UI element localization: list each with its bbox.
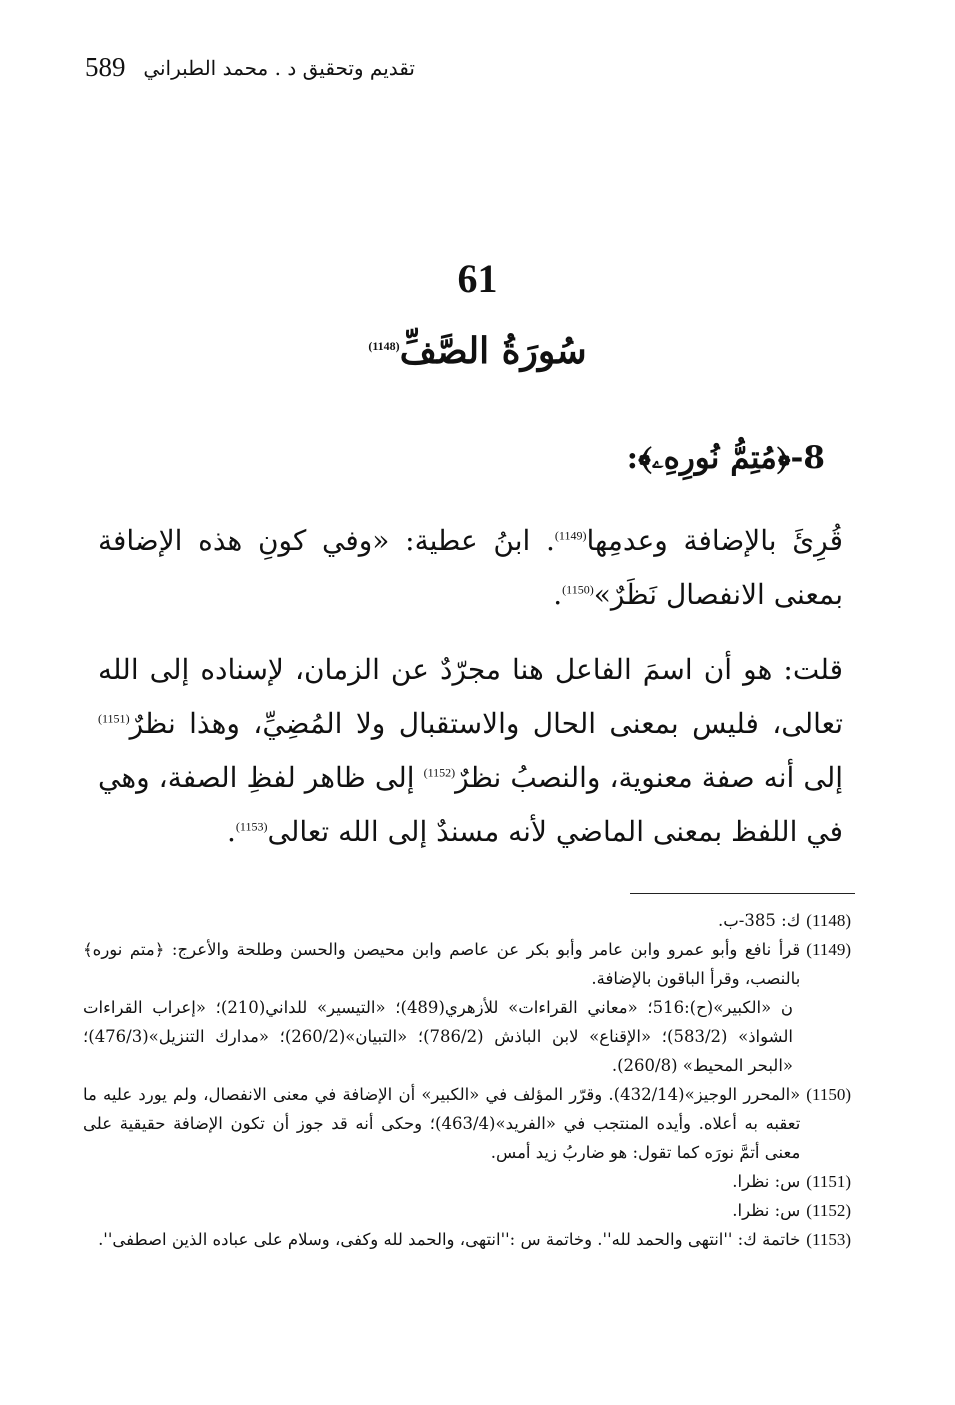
footnote-1152 — [83, 1196, 851, 1225]
footnote-ref[interactable]: (1152) — [423, 765, 456, 780]
paragraph-text: إلى ظاهر لفظِ الصفة، وهي في اللفظ بمعنى الماضي لأنه مسندٌ إلى الله تعالى — [98, 761, 843, 848]
body-paragraph-2 — [98, 643, 843, 859]
paragraph-text: . — [553, 578, 563, 611]
page-number: 589 — [85, 52, 126, 82]
paragraph-text: إلى أنه صفة معنوية، والنصبُ نظرٌ — [455, 761, 844, 794]
footnote-ref[interactable]: (1148) — [368, 339, 400, 353]
surah-title-text: سُورَةُ الصَّفِّ — [399, 330, 587, 372]
footnote-number: (1150) — [806, 1085, 851, 1104]
header-title: تقديم وتحقيق د . محمد الطبراني — [143, 56, 415, 80]
footnote-text: خاتمة ك: ''انتهى والحمد لله''. وخاتمة س :''انتهى، والحمد لله وكفى، وسلام على عباده الذين اصطفى''. — [98, 1230, 801, 1249]
footnotes-section — [83, 906, 851, 1254]
footnote-ref[interactable]: (1150) — [562, 582, 594, 597]
chapter-number: 61 — [457, 256, 498, 301]
verse-heading: 8-﴿مُتِمُّ نُورِهِۦ﴾: — [626, 440, 825, 476]
footnote-separator — [630, 893, 855, 894]
running-header — [85, 52, 415, 92]
footnote-1151 — [83, 1167, 851, 1196]
footnote-1149 — [83, 935, 851, 993]
footnote-number: (1152) — [806, 1201, 851, 1220]
footnote-number: (1148) — [806, 911, 851, 930]
paragraph-text: . — [227, 815, 236, 848]
footnote-number: (1149) — [806, 940, 851, 959]
footnote-1148 — [83, 906, 851, 935]
footnote-ref[interactable]: (1149) — [554, 528, 587, 543]
footnote-text: ك: 385-ب. — [718, 911, 801, 930]
footnote-text: س: نظرا. — [732, 1172, 801, 1191]
footnote-number: (1151) — [806, 1172, 851, 1191]
footnote-text: س: نظرا. — [732, 1201, 801, 1220]
surah-title — [0, 330, 955, 372]
footnote-number: (1153) — [806, 1230, 851, 1249]
footnote-text: «المحرر الوجيز»(432/14). وقرّر المؤلف في «الكبير» أن الإضافة في معنى الانفصال، ولم يورد عليه ما تعقبه به أعلاه. وأيده المنتجب في «الفريد»(463/4)؛ وحكى أنه قد جوز أن تكون الإضافة حقيقية على معنى أتمَّ نورَه كما تقول: هو ضاربُ زيد أمس. — [83, 1085, 801, 1162]
footnote-ref[interactable]: (1151) — [98, 711, 130, 726]
body-paragraph-1 — [98, 514, 843, 622]
footnote-text: قرأ نافع وأبو عمرو وابن عامر وأبو بكر عن عاصم وابن محيصن والحسن وطلحة والأعرج: ﴿متم نوره﴾ بالنصب، وقرأ الباقون بالإضافة. — [83, 940, 801, 988]
paragraph-text: قُرِئَ بالإضافة وعدمِها — [586, 524, 843, 557]
footnote-1150 — [83, 1080, 851, 1167]
footnote-ref[interactable]: (1153) — [235, 819, 268, 834]
footnote-1153 — [83, 1225, 851, 1254]
paragraph-text: قلت: هو أن اسمَ الفاعل هنا مجرّدٌ عن الزمان، لإسناده إلى الله تعالى، فليس بمعنى الحال والاستقبال ولا المُضِيِّ، وهذا نظرٌ — [98, 653, 843, 740]
footnote-1149-sources: ن «الكبير»(ح):516؛ «معاني القراءات» للأزهري(489)؛ «التيسير» للداني(210)؛ «إعراب القراءات الشواذ» (583/2)؛ «الإقناع» لابن الباذش (786/2)؛ «التبيان»(260/2)؛ «مدارك التنزيل»(476/3)؛ «البحر المحيط» (260/8). — [83, 998, 793, 1075]
paragraph-text: . ابنُ عطية: «وفي كونِ هذه الإضافة بمعنى الانفصال نَظَرٌ» — [98, 524, 843, 611]
